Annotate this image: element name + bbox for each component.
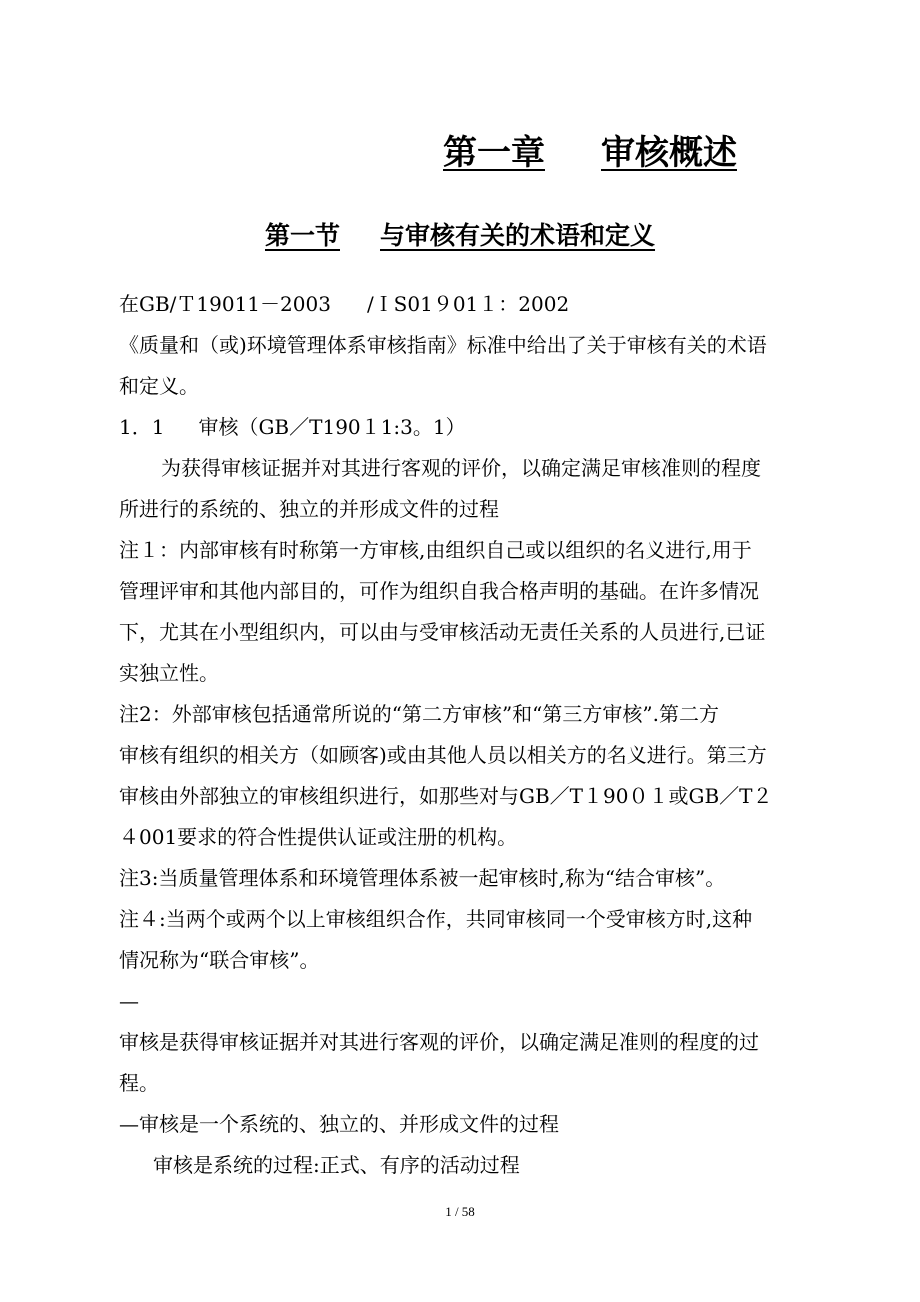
chapter-number: 第一章 — [443, 133, 545, 173]
paragraph-line — [119, 284, 829, 325]
section-title — [0, 216, 920, 256]
note-line: 注2：外部审核包括通常所说的“第二方审核”和“第三方审核”.第二方 — [119, 702, 719, 726]
note-line: 管理评审和其他内部目的，可作为组织自我合格声明的基础。在许多情况 — [119, 579, 759, 603]
page-number: 1 / 58 — [445, 1204, 475, 1219]
chapter-name: 审核概述 — [601, 133, 737, 173]
clause-heading — [119, 407, 829, 448]
paragraph-line: —审核是一个系统的、独立的、并形成文件的过程 — [119, 1112, 559, 1136]
note-line: 注１：内部审核有时称第一方审核,由组织自己或以组织的名义进行,用于 — [119, 538, 752, 562]
paragraph-line: 审核是获得审核证据并对其进行客观的评价，以确定满足准则的程度的过 — [119, 1030, 759, 1054]
chapter-title — [0, 128, 920, 178]
standard-ref-iso: /ＩS01９01１：2002 — [366, 292, 570, 316]
note-line: 注４:当两个或两个以上审核组织合作，共同审核同一个受审核方时,这种 — [119, 907, 753, 931]
note-line: 审核有组织的相关方（如顾客)或由其他人员以相关方的名义进行。第三方 — [119, 743, 767, 767]
paragraph-line: 和定义。 — [119, 374, 199, 398]
paragraph-line: 所进行的系统的、独立的并形成文件的过程 — [119, 497, 499, 521]
note-line: 实独立性。 — [119, 661, 219, 685]
clause-number: 1．1 — [119, 415, 165, 439]
note-line: 审核由外部独立的审核组织进行，如那些对与GB／T１90０１或GB／T２ — [119, 784, 773, 808]
section-name: 与审核有关的术语和定义 — [380, 221, 656, 250]
body-text — [119, 284, 829, 1186]
paragraph-line: 为获得审核证据并对其进行客观的评价，以确定满足审核准则的程度 — [161, 456, 761, 480]
section-number: 第一节 — [264, 221, 340, 250]
dash-line: — — [119, 989, 139, 1013]
paragraph-line: 《质量和（或)环境管理体系审核指南》标准中给出了关于审核有关的术语 — [119, 333, 767, 357]
clause-title: 审核（GB／T190１1:3。1） — [198, 415, 466, 439]
section-title-text — [265, 216, 655, 256]
note-line: 下，尤其在小型组织内，可以由与受审核活动无责任关系的人员进行,已证 — [119, 620, 766, 644]
paragraph-line: 程。 — [119, 1071, 159, 1095]
standard-ref-gb: 在GB/Ｔ19011－2003 — [119, 292, 331, 316]
note-line: ４001要求的符合性提供认证或注册的机构。 — [119, 825, 518, 849]
note-line: 注3:当质量管理体系和环境管理体系被一起审核时,称为“结合审核”。 — [119, 866, 726, 890]
note-line: 情况称为“联合审核”。 — [119, 948, 320, 972]
chapter-title-text — [443, 128, 737, 178]
paragraph-line: 审核是系统的过程:正式、有序的活动过程 — [153, 1153, 520, 1177]
